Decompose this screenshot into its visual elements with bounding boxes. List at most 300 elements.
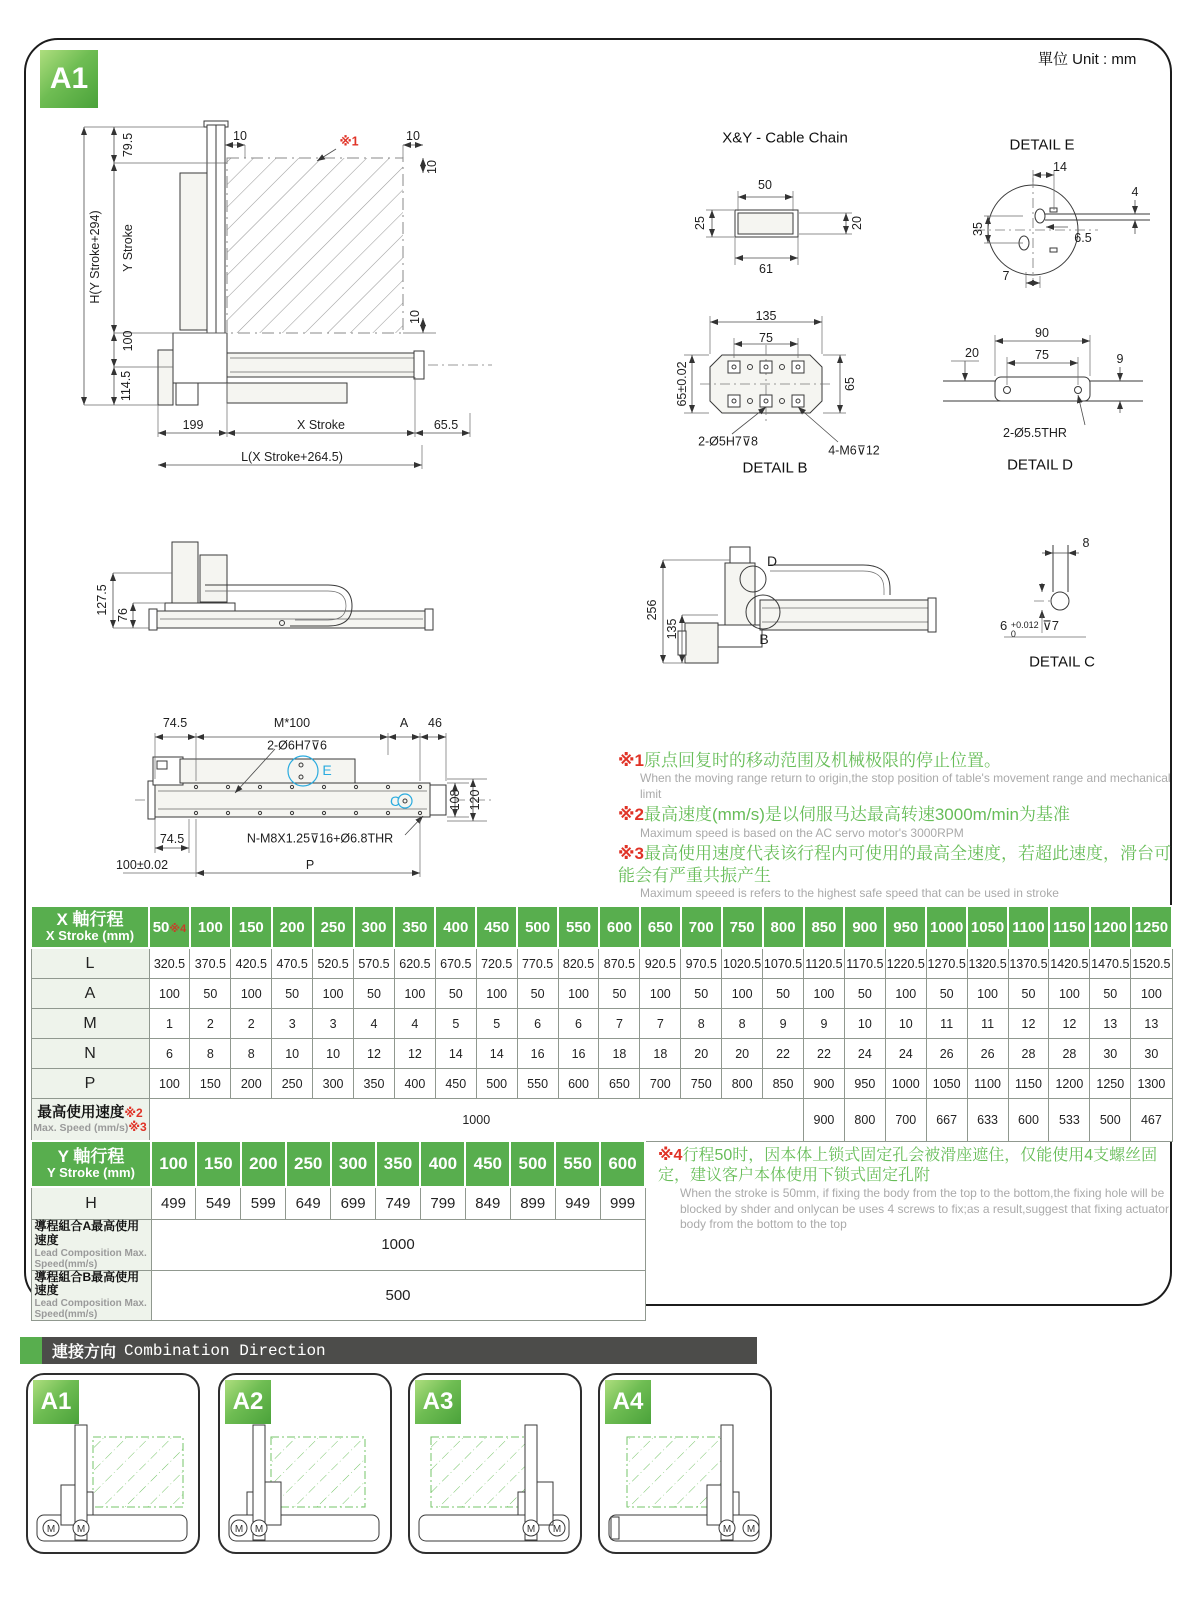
dim-256: 256: [645, 599, 659, 621]
cell-L: 420.5: [231, 948, 272, 979]
cell-A: 100: [313, 979, 354, 1009]
x-table-row-L: [31, 948, 1172, 979]
cell-M: 4: [394, 1009, 435, 1039]
y-table-row-lead-a: [31, 1220, 645, 1271]
cable-chain-title: X&Y - Cable Chain: [722, 129, 848, 147]
combination-badge-a2: A2: [225, 1380, 271, 1424]
detail-c-marker: C: [389, 793, 401, 809]
dim-10-b: 10: [406, 129, 420, 143]
cell-L: 1270.5: [926, 948, 967, 979]
cell-M: 6: [558, 1009, 599, 1039]
cell-H: 799: [420, 1187, 465, 1220]
cell-A: 100: [722, 979, 763, 1009]
y-col-header: 350: [376, 1141, 421, 1187]
combination-badge-a3: A3: [415, 1380, 461, 1424]
dim-74-5-bottom: 74.5: [159, 832, 185, 846]
x-table-row-P: [31, 1069, 1172, 1099]
cell-N: 20: [681, 1039, 722, 1069]
dim-90: 90: [1035, 326, 1049, 340]
cell-A: 50: [599, 979, 640, 1009]
front-view-drawing: [70, 115, 500, 473]
cell-P: 950: [844, 1069, 885, 1099]
cell-P: 300: [313, 1069, 354, 1099]
cell-P: 100: [149, 1069, 190, 1099]
side-view-right-drawing: [630, 505, 970, 695]
y-col-header: 250: [286, 1141, 331, 1187]
dim-114-5: 114.5: [119, 370, 133, 402]
cell-N: 12: [394, 1039, 435, 1069]
side-view-right-linework: [630, 505, 970, 695]
cell-H: 949: [555, 1187, 600, 1220]
row-label-P: P: [31, 1069, 149, 1099]
cell-M: 13: [1131, 1009, 1172, 1039]
cell-A: 100: [804, 979, 845, 1009]
hole-callout-5h7: 2-Ø5H7⊽8: [698, 434, 758, 449]
x-col-header: 200: [272, 906, 313, 948]
cell-A: 50: [681, 979, 722, 1009]
cell-H: 599: [241, 1187, 286, 1220]
dim-7: 7: [1002, 269, 1010, 283]
row-label-max-speed: [31, 1099, 149, 1142]
x-col-header: 650: [640, 906, 681, 948]
cell-L: 470.5: [272, 948, 313, 979]
dim-20: 20: [965, 346, 979, 360]
row-label-A: A: [31, 979, 149, 1009]
note-1-en: When the moving range return to origin,the stop position of table's movement range and mechanical limit: [640, 771, 1171, 801]
x-col-header: 700: [681, 906, 722, 948]
cell-A: 100: [1131, 979, 1172, 1009]
cell-P: 1250: [1090, 1069, 1131, 1099]
cell-A: 100: [640, 979, 681, 1009]
cell-N: 14: [435, 1039, 476, 1069]
cell-M: 1: [149, 1009, 190, 1039]
cell-A: 50: [190, 979, 231, 1009]
dim-135: 135: [755, 309, 777, 323]
y-table-header-row: [31, 1141, 645, 1187]
cell-P: 350: [354, 1069, 395, 1099]
dim-20: 20: [850, 216, 864, 230]
x-col-50: [149, 906, 190, 948]
dim-79-5: 79.5: [121, 132, 135, 158]
cell-A: 100: [231, 979, 272, 1009]
cell-P: 1200: [1049, 1069, 1090, 1099]
cell-L: 970.5: [681, 948, 722, 979]
x-col-header: 1000: [926, 906, 967, 948]
cell-H: 749: [376, 1187, 421, 1220]
cell-M: 2: [231, 1009, 272, 1039]
x-col-header: 950: [885, 906, 926, 948]
cell-max-speed: 633: [967, 1099, 1008, 1142]
cell-L: 520.5: [313, 948, 354, 979]
row-label-lead-b: [31, 1270, 151, 1321]
motor-icon: M: [234, 1524, 244, 1535]
note-4: [658, 1146, 1182, 1233]
cell-A: 100: [394, 979, 435, 1009]
lead-a-en1: Lead Composition Max.: [34, 1247, 147, 1259]
cell-max-speed: 667: [926, 1099, 967, 1142]
cell-L: 1520.5: [1131, 948, 1172, 979]
tol-lower: 0: [1010, 629, 1016, 640]
top-view-drawing: [75, 695, 535, 883]
dim-127-5: 127.5: [95, 584, 109, 616]
cell-N: 10: [272, 1039, 313, 1069]
lead-b-en1: Lead Composition Max.: [34, 1298, 147, 1310]
dim-10-d: 10: [408, 310, 422, 324]
cell-N: 6: [149, 1039, 190, 1069]
x-col-header: 1150: [1049, 906, 1090, 948]
cell-M: 9: [763, 1009, 804, 1039]
note-2: [618, 804, 1184, 825]
x-col-header: 1200: [1090, 906, 1131, 948]
cell-N: 30: [1131, 1039, 1172, 1069]
x-table-row-A: [31, 979, 1172, 1009]
cell-N: 22: [804, 1039, 845, 1069]
cell-max-speed: 900: [804, 1099, 845, 1142]
cell-P: 450: [435, 1069, 476, 1099]
max-speed-en: Max. Speed (mm/s): [33, 1122, 129, 1135]
detail-b-title: DETAIL B: [742, 459, 808, 477]
dim-6-tolerance: [1000, 618, 1059, 640]
lead-a-cn: 導程組合A最高使用速度: [34, 1219, 140, 1247]
dim-65: 65: [843, 377, 857, 391]
x-col-header: 150: [231, 906, 272, 948]
dim-m100: M*100: [273, 716, 311, 730]
y-col-header: 600: [600, 1141, 645, 1187]
cell-L: 920.5: [640, 948, 681, 979]
cell-M: 11: [967, 1009, 1008, 1039]
dim-8: 8: [1082, 536, 1090, 550]
cell-M: 11: [926, 1009, 967, 1039]
x-col-50-value: 50: [152, 918, 170, 936]
x-col-header: 250: [313, 906, 354, 948]
max-speed-cn: 最高使用速度: [37, 1104, 125, 1121]
unit-label: 單位 Unit : mm: [1038, 51, 1137, 68]
dim-108: 108: [448, 789, 462, 811]
cell-N: 20: [722, 1039, 763, 1069]
cell-N: 24: [844, 1039, 885, 1069]
y-col-header: 300: [331, 1141, 376, 1187]
cell-H: 699: [331, 1187, 376, 1220]
combination-a3-diagram: [413, 1397, 575, 1549]
combination-direction-bar: [20, 1337, 757, 1364]
cell-max-speed: 600: [1008, 1099, 1049, 1142]
cell-N: 8: [190, 1039, 231, 1069]
dim-76: 76: [116, 608, 130, 622]
cable-chain-drawing: [650, 125, 920, 295]
cell-L: 370.5: [190, 948, 231, 979]
cell-A: 100: [967, 979, 1008, 1009]
cell-L: 570.5: [354, 948, 395, 979]
model-badge: A1: [40, 50, 98, 108]
cell-A: 50: [926, 979, 967, 1009]
cell-L: 620.5: [394, 948, 435, 979]
cell-L: 870.5: [599, 948, 640, 979]
dim-4: 4: [1131, 185, 1139, 199]
cell-P: 1000: [885, 1069, 926, 1099]
note-2-mark: ※2: [618, 805, 644, 825]
cell-N: 8: [231, 1039, 272, 1069]
cell-A: 100: [476, 979, 517, 1009]
cell-A: 100: [149, 979, 190, 1009]
row-label-M: M: [31, 1009, 149, 1039]
x-col-header: 500: [517, 906, 558, 948]
cell-max-speed: 800: [844, 1099, 885, 1142]
detail-c-title: DETAIL C: [1029, 653, 1095, 671]
motor-icon: M: [526, 1524, 536, 1535]
tol-upper: +0.012: [1010, 620, 1039, 630]
x-col-header: 900: [844, 906, 885, 948]
y-table-corner: [31, 1141, 151, 1187]
green-square-icon: [20, 1337, 42, 1364]
note-4-mark: ※4: [658, 1147, 683, 1164]
hole-callout-6h7: 2-Ø6H7⊽6: [267, 738, 327, 753]
y-col-header: 150: [196, 1141, 241, 1187]
cell-M: 12: [1049, 1009, 1090, 1039]
cell-M: 13: [1090, 1009, 1131, 1039]
cell-M: 7: [640, 1009, 681, 1039]
motor-icon: M: [746, 1524, 756, 1535]
cell-H: 999: [600, 1187, 645, 1220]
dim-x-stroke: X Stroke: [297, 418, 345, 432]
detail-d-linework: [935, 315, 1175, 480]
dim-75: 75: [759, 331, 773, 345]
note-1-cn: 原点回复时的移动范围及机械极限的停止位置。: [643, 751, 1001, 770]
x-header-en: X Stroke (mm): [45, 928, 135, 944]
cell-N: 30: [1090, 1039, 1131, 1069]
note-2-en: Maximum speed is based on the AC servo motor's 3000RPM: [640, 825, 964, 840]
cell-N: 14: [476, 1039, 517, 1069]
lead-b-en2: Speed(mm/s): [34, 1309, 98, 1321]
cell-max-speed: 533: [1049, 1099, 1090, 1142]
detail-e-title: DETAIL E: [1009, 136, 1075, 154]
dim-14: 14: [1053, 160, 1067, 174]
cell-max-speed: 467: [1131, 1099, 1172, 1142]
cell-A: 50: [272, 979, 313, 1009]
cell-A: 50: [1008, 979, 1049, 1009]
combination-box-a1: [26, 1373, 200, 1554]
motor-icon: M: [46, 1524, 56, 1535]
row-label-N: N: [31, 1039, 149, 1069]
cell-P: 250: [272, 1069, 313, 1099]
dim-50: 50: [758, 178, 772, 192]
max-speed-mark3: ※3: [128, 1120, 147, 1135]
cell-P: 1050: [926, 1069, 967, 1099]
motor-icon: M: [76, 1524, 86, 1535]
cell-L: 1120.5: [804, 948, 845, 979]
x-table-row-speed: [31, 1099, 1172, 1142]
hole-callout-m6: 4-M6⊽12: [828, 443, 880, 458]
y-col-header: 550: [555, 1141, 600, 1187]
hole-callout-m8: N-M8X1.25⊽16+Ø6.8THR: [246, 831, 394, 846]
cell-L: 1420.5: [1049, 948, 1090, 979]
ref-mark-1: ※1: [339, 134, 359, 149]
cell-P: 200: [231, 1069, 272, 1099]
combination-title-cn: 連接方向: [52, 1344, 117, 1361]
x-col-header: 850: [804, 906, 845, 948]
cell-L: 1070.5: [763, 948, 804, 979]
detail-c-drawing: [990, 515, 1175, 680]
cell-M: 9: [804, 1009, 845, 1039]
motor-icon: M: [722, 1524, 732, 1535]
combination-a1-diagram: [31, 1397, 193, 1549]
side-view-left-drawing: [75, 515, 545, 675]
cell-L: 1220.5: [885, 948, 926, 979]
cell-A: 50: [763, 979, 804, 1009]
dim-65-tol: 65±0.02: [675, 361, 689, 407]
y-col-header: 200: [241, 1141, 286, 1187]
cell-P: 400: [394, 1069, 435, 1099]
detail-d-marker: D: [766, 553, 778, 569]
x-table-row-N: [31, 1039, 1172, 1069]
x-col-header: 550: [558, 906, 599, 948]
row-label-L: L: [31, 948, 149, 979]
cell-P: 900: [804, 1069, 845, 1099]
cell-N: 24: [885, 1039, 926, 1069]
dim-35: 35: [971, 222, 985, 236]
motor-icon: M: [254, 1524, 264, 1535]
detail-e-linework: [950, 130, 1160, 305]
cell-L: 1320.5: [967, 948, 1008, 979]
dim-46: 46: [428, 716, 442, 730]
dim-a: A: [399, 716, 409, 730]
cell-L: 770.5: [517, 948, 558, 979]
cell-P: 500: [476, 1069, 517, 1099]
cell-M: 8: [722, 1009, 763, 1039]
detail-e-drawing: [950, 130, 1160, 305]
dim-135: 135: [665, 618, 679, 640]
note-3: [618, 843, 1184, 886]
cell-L: 720.5: [476, 948, 517, 979]
detail-d-drawing: [935, 315, 1175, 480]
cell-N: 22: [763, 1039, 804, 1069]
cell-L: 320.5: [149, 948, 190, 979]
cell-N: 28: [1049, 1039, 1090, 1069]
y-col-header: 500: [510, 1141, 555, 1187]
combination-badge-a1: A1: [33, 1380, 79, 1424]
note-3-en: Maximum speeed is refers to the highest safe speed that can be used in stroke: [640, 885, 1059, 900]
cell-A: 50: [354, 979, 395, 1009]
combination-box-a2: [218, 1373, 392, 1554]
dim-75: 75: [1035, 348, 1049, 362]
note-3-cn: 最高使用速度代表该行程内可使用的最高全速度，若超此速度，滑台可能会有严重共振产生: [618, 844, 1171, 885]
cell-M: 5: [435, 1009, 476, 1039]
cell-P: 1300: [1131, 1069, 1172, 1099]
y-col-header: 100: [151, 1141, 196, 1187]
x-col-header: 300: [354, 906, 395, 948]
dim-199: 199: [182, 418, 204, 432]
cell-M: 5: [476, 1009, 517, 1039]
cell-L: 820.5: [558, 948, 599, 979]
dim-120: 120: [468, 789, 482, 811]
cell-L: 1470.5: [1090, 948, 1131, 979]
lead-a-value: 1000: [151, 1220, 645, 1271]
hole-callout-5-5thr: 2-Ø5.5THR: [1003, 426, 1067, 440]
cell-P: 650: [599, 1069, 640, 1099]
lead-a-en2: Speed(mm/s): [34, 1258, 98, 1270]
detail-b-drawing: [670, 300, 910, 485]
combination-box-a3: [408, 1373, 582, 1554]
row-label-lead-a: [31, 1220, 151, 1271]
y-col-header: 400: [420, 1141, 465, 1187]
combination-a4-diagram: [603, 1397, 765, 1549]
cell-M: 6: [517, 1009, 558, 1039]
cell-M: 2: [190, 1009, 231, 1039]
cell-H: 849: [465, 1187, 510, 1220]
dim-74-5-top: 74.5: [162, 716, 188, 730]
cell-M: 7: [599, 1009, 640, 1039]
cell-L: 1170.5: [844, 948, 885, 979]
combination-title-en: Combination Direction: [124, 1341, 326, 1360]
cell-L: 1020.5: [722, 948, 763, 979]
cell-P: 700: [640, 1069, 681, 1099]
x-col-header: 100: [190, 906, 231, 948]
x-col-header: 600: [599, 906, 640, 948]
cell-N: 18: [599, 1039, 640, 1069]
dim-10-c: 10: [425, 160, 439, 174]
dim-h: H(Y Stroke+294): [88, 210, 102, 304]
depth-symbol: ⊽7: [1042, 618, 1060, 633]
cell-P: 800: [722, 1069, 763, 1099]
x-stroke-table: [30, 905, 1173, 1142]
cell-A: 50: [844, 979, 885, 1009]
cell-max-speed: 700: [885, 1099, 926, 1142]
cell-A: 100: [885, 979, 926, 1009]
detail-b-marker: B: [759, 631, 769, 647]
dim-6-5: 6.5: [1074, 231, 1092, 245]
cell-H: 899: [510, 1187, 555, 1220]
dim-65-5: 65.5: [433, 418, 459, 432]
cell-M: 3: [313, 1009, 354, 1039]
cell-H: 649: [286, 1187, 331, 1220]
cell-N: 28: [1008, 1039, 1049, 1069]
cell-M: 10: [844, 1009, 885, 1039]
cell-L: 670.5: [435, 948, 476, 979]
combination-a2-diagram: [223, 1397, 385, 1549]
dim-100: 100: [121, 330, 135, 352]
cell-H: 499: [151, 1187, 196, 1220]
cell-P: 550: [517, 1069, 558, 1099]
max-speed-merged: 1000: [149, 1099, 804, 1142]
cell-M: 10: [885, 1009, 926, 1039]
tol-stack: [1011, 621, 1039, 640]
cell-N: 16: [517, 1039, 558, 1069]
x-col-header: 400: [435, 906, 476, 948]
motor-icon: M: [552, 1524, 562, 1535]
x-col-header: 800: [763, 906, 804, 948]
detail-e-marker: E: [322, 762, 332, 778]
combination-box-a4: [598, 1373, 772, 1554]
note-1-mark: ※1: [618, 751, 644, 770]
x-col-header: 750: [722, 906, 763, 948]
x-table-row-M: [31, 1009, 1172, 1039]
cell-P: 850: [763, 1069, 804, 1099]
y-stroke-table: [30, 1140, 646, 1321]
cell-N: 12: [354, 1039, 395, 1069]
dim-10-a: 10: [233, 129, 247, 143]
x-col-header: 450: [476, 906, 517, 948]
x-table-corner: [31, 906, 149, 948]
row-label-H: H: [31, 1187, 151, 1220]
side-view-left-linework: [75, 515, 545, 675]
dim-25: 25: [693, 216, 707, 230]
y-table-row-lead-b: [31, 1270, 645, 1321]
dim-l: L(X Stroke+264.5): [241, 450, 343, 464]
cell-A: 100: [1049, 979, 1090, 1009]
cell-A: 50: [435, 979, 476, 1009]
y-table-row-H: [31, 1187, 645, 1220]
tol-nominal: 6: [1000, 618, 1008, 633]
cell-P: 1150: [1008, 1069, 1049, 1099]
